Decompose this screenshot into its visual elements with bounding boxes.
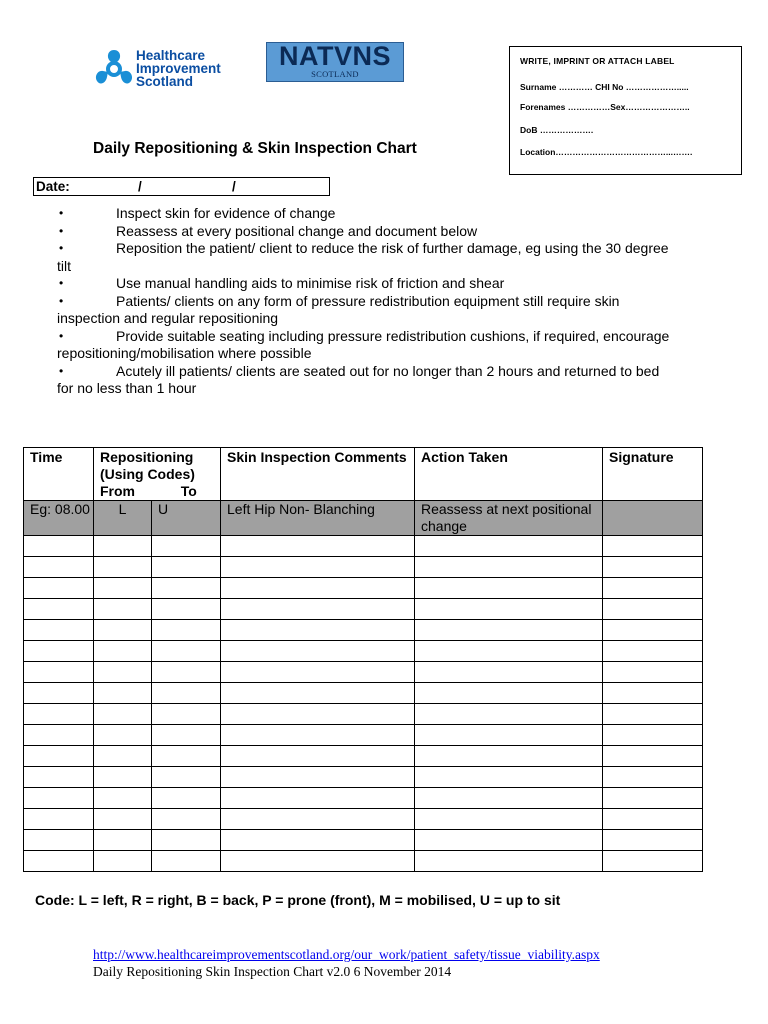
natvns-logo-sub: SCOTLAND xyxy=(311,69,359,79)
table-row xyxy=(24,683,703,704)
time-cell[interactable] xyxy=(24,767,94,788)
example-row xyxy=(24,501,703,536)
time-cell[interactable] xyxy=(24,809,94,830)
to-cell[interactable] xyxy=(152,809,221,830)
bullet-icon: • xyxy=(59,328,64,343)
action-cell[interactable] xyxy=(415,788,603,809)
header-signature: Signature xyxy=(603,448,703,501)
footer-link[interactable]: http://www.healthcareimprovementscotland.org/our_work/patient_safety/tissue_viability.aspx xyxy=(93,947,600,962)
to-cell[interactable] xyxy=(152,725,221,746)
header-skin-inspection: Skin Inspection Comments xyxy=(221,448,415,501)
table-row xyxy=(24,851,703,872)
code-legend: Code: L = left, R = right, B = back, P = prone (front), M = mobilised, U = up to sit xyxy=(35,892,561,908)
action-cell[interactable] xyxy=(415,536,603,557)
signature-cell[interactable] xyxy=(603,662,703,683)
instruction-item: • Acutely ill patients/ clients are seated out for no longer than 2 hours and returned to bed for no less than 1 hour xyxy=(57,362,660,396)
patient-label-box xyxy=(509,46,742,175)
time-cell[interactable] xyxy=(24,746,94,767)
skin-comment-cell[interactable] xyxy=(221,599,415,620)
time-cell[interactable] xyxy=(24,641,94,662)
footer-version: Daily Repositioning Skin Inspection Chart v2.0 6 November 2014 xyxy=(93,964,452,979)
table-row xyxy=(24,746,703,767)
instruction-item: • Reassess at every positional change and document below xyxy=(59,222,478,239)
action-cell[interactable] xyxy=(415,599,603,620)
table-row xyxy=(24,767,703,788)
date-separator-2: / xyxy=(232,179,236,194)
his-logo-line-1: Healthcare xyxy=(136,48,206,63)
example-action: Reassess at next positional change xyxy=(415,501,603,536)
signature-cell[interactable] xyxy=(603,620,703,641)
date-separator-1: / xyxy=(138,179,142,194)
action-cell[interactable] xyxy=(415,557,603,578)
instruction-list xyxy=(57,205,677,398)
skin-comment-cell[interactable] xyxy=(221,830,415,851)
skin-comment-cell[interactable] xyxy=(221,725,415,746)
table-row xyxy=(24,809,703,830)
to-cell[interactable] xyxy=(152,620,221,641)
from-cell[interactable] xyxy=(94,599,152,620)
to-cell[interactable] xyxy=(152,767,221,788)
natvns-logo-main: NATVNS xyxy=(278,41,391,71)
header-time: Time xyxy=(24,448,94,501)
signature-cell[interactable] xyxy=(603,788,703,809)
to-cell[interactable] xyxy=(152,683,221,704)
bullet-icon: • xyxy=(59,293,64,308)
skin-comment-cell[interactable] xyxy=(221,536,415,557)
table-row xyxy=(24,620,703,641)
table-row xyxy=(24,830,703,851)
skin-comment-cell[interactable] xyxy=(221,788,415,809)
from-cell[interactable] xyxy=(94,809,152,830)
action-cell[interactable] xyxy=(415,704,603,725)
signature-cell[interactable] xyxy=(603,641,703,662)
time-cell[interactable] xyxy=(24,599,94,620)
time-cell[interactable] xyxy=(24,704,94,725)
from-cell[interactable] xyxy=(94,683,152,704)
skin-comment-cell[interactable] xyxy=(221,641,415,662)
time-cell[interactable] xyxy=(24,683,94,704)
repositioning-chart-table xyxy=(23,447,703,872)
to-cell[interactable] xyxy=(152,599,221,620)
time-cell[interactable] xyxy=(24,851,94,872)
from-cell[interactable] xyxy=(94,620,152,641)
header-repositioning-label: Repositioning (Using Codes) xyxy=(100,449,195,482)
table-row xyxy=(24,641,703,662)
skin-comment-cell[interactable] xyxy=(221,851,415,872)
table-row xyxy=(24,599,703,620)
natvns-logo xyxy=(266,42,404,82)
date-field[interactable] xyxy=(33,177,330,196)
time-cell[interactable] xyxy=(24,557,94,578)
table-row xyxy=(24,578,703,599)
action-cell[interactable] xyxy=(415,641,603,662)
surname-chi-field[interactable]: Surname ………… CHI No ………………..... xyxy=(520,82,689,92)
his-logo-line-2: Improvement xyxy=(136,61,221,76)
signature-cell[interactable] xyxy=(603,746,703,767)
instruction-item: • Use manual handling aids to minimise risk of friction and shear xyxy=(59,275,505,291)
dob-field[interactable]: DoB ………………. xyxy=(520,125,594,135)
time-cell[interactable] xyxy=(24,725,94,746)
signature-cell[interactable] xyxy=(603,809,703,830)
action-cell[interactable] xyxy=(415,578,603,599)
signature-cell[interactable] xyxy=(603,704,703,725)
to-cell[interactable] xyxy=(152,704,221,725)
skin-comment-cell[interactable] xyxy=(221,578,415,599)
example-to: U xyxy=(152,501,221,536)
table-row xyxy=(24,704,703,725)
from-cell[interactable] xyxy=(94,704,152,725)
time-cell[interactable] xyxy=(24,578,94,599)
signature-cell[interactable] xyxy=(603,830,703,851)
skin-comment-cell[interactable] xyxy=(221,683,415,704)
to-cell[interactable] xyxy=(152,641,221,662)
table-row xyxy=(24,662,703,683)
to-cell[interactable] xyxy=(152,578,221,599)
time-cell[interactable] xyxy=(24,620,94,641)
skin-comment-cell[interactable] xyxy=(221,809,415,830)
example-from: L xyxy=(94,501,152,536)
from-cell[interactable] xyxy=(94,830,152,851)
his-logo-mark-icon xyxy=(94,48,134,90)
time-cell[interactable] xyxy=(24,536,94,557)
bullet-icon: • xyxy=(59,241,64,255)
bullet-icon: • xyxy=(59,363,64,378)
skin-comment-cell[interactable] xyxy=(221,767,415,788)
skin-comment-cell[interactable] xyxy=(221,746,415,767)
bullet-icon: • xyxy=(59,206,64,220)
time-cell[interactable] xyxy=(24,662,94,683)
from-cell[interactable] xyxy=(94,851,152,872)
example-signature xyxy=(603,501,703,536)
header-repositioning xyxy=(94,448,221,501)
instruction-item: • Provide suitable seating including pressure redistribution cushions, if required, encourage repositioning/mobilisation where possible xyxy=(57,327,670,361)
from-cell[interactable] xyxy=(94,536,152,557)
location-field[interactable]: Location…………………………………...……. xyxy=(520,147,693,157)
action-cell[interactable] xyxy=(415,683,603,704)
signature-cell[interactable] xyxy=(603,767,703,788)
action-cell[interactable] xyxy=(415,851,603,872)
instruction-item: • Reposition the patient/ client to reduce the risk of further damage, eg using the 30 degree tilt xyxy=(57,240,669,274)
from-cell[interactable] xyxy=(94,662,152,683)
header-from: From xyxy=(100,483,135,499)
table-row xyxy=(24,536,703,557)
time-cell[interactable] xyxy=(24,788,94,809)
table-header-row xyxy=(24,448,703,501)
to-cell[interactable] xyxy=(152,830,221,851)
example-time: Eg: 08.00 xyxy=(24,501,94,536)
action-cell[interactable] xyxy=(415,830,603,851)
skin-comment-cell[interactable] xyxy=(221,620,415,641)
from-cell[interactable] xyxy=(94,557,152,578)
skin-comment-cell[interactable] xyxy=(221,662,415,683)
label-box-title: WRITE, IMPRINT OR ATTACH LABEL xyxy=(520,56,675,66)
skin-comment-cell[interactable] xyxy=(221,704,415,725)
time-cell[interactable] xyxy=(24,830,94,851)
example-skin-comment: Left Hip Non- Blanching xyxy=(221,501,415,536)
healthcare-improvement-scotland-logo xyxy=(94,46,244,92)
to-cell[interactable] xyxy=(152,746,221,767)
from-cell[interactable] xyxy=(94,788,152,809)
page-title: Daily Repositioning & Skin Inspection Chart xyxy=(93,140,417,157)
action-cell[interactable] xyxy=(415,746,603,767)
action-cell[interactable] xyxy=(415,725,603,746)
signature-cell[interactable] xyxy=(603,578,703,599)
table-row xyxy=(24,725,703,746)
action-cell[interactable] xyxy=(415,620,603,641)
header-to: To xyxy=(180,483,197,499)
bullet-icon: • xyxy=(59,223,64,238)
to-cell[interactable] xyxy=(152,851,221,872)
signature-cell[interactable] xyxy=(603,599,703,620)
to-cell[interactable] xyxy=(152,557,221,578)
table-row xyxy=(24,557,703,578)
signature-cell[interactable] xyxy=(603,683,703,704)
instruction-item: • Inspect skin for evidence of change xyxy=(59,205,336,221)
his-logo-line-3: Scotland xyxy=(136,74,194,89)
header-action-taken: Action Taken xyxy=(415,448,603,501)
forenames-sex-field[interactable]: Forenames ……………Sex………………….. xyxy=(520,102,690,112)
to-cell[interactable] xyxy=(152,788,221,809)
from-cell[interactable] xyxy=(94,641,152,662)
from-cell[interactable] xyxy=(94,578,152,599)
action-cell[interactable] xyxy=(415,767,603,788)
to-cell[interactable] xyxy=(152,536,221,557)
signature-cell[interactable] xyxy=(603,725,703,746)
instruction-item: • Patients/ clients on any form of pressure redistribution equipment still require skin inspection and regular repositioning xyxy=(57,292,620,326)
action-cell[interactable] xyxy=(415,662,603,683)
signature-cell[interactable] xyxy=(603,536,703,557)
signature-cell[interactable] xyxy=(603,557,703,578)
from-cell[interactable] xyxy=(94,767,152,788)
from-cell[interactable] xyxy=(94,725,152,746)
skin-comment-cell[interactable] xyxy=(221,557,415,578)
action-cell[interactable] xyxy=(415,809,603,830)
to-cell[interactable] xyxy=(152,662,221,683)
bullet-icon: • xyxy=(59,276,64,290)
blank-rows xyxy=(24,536,703,872)
signature-cell[interactable] xyxy=(603,851,703,872)
from-cell[interactable] xyxy=(94,746,152,767)
date-label: Date: xyxy=(36,179,70,194)
table-row xyxy=(24,788,703,809)
